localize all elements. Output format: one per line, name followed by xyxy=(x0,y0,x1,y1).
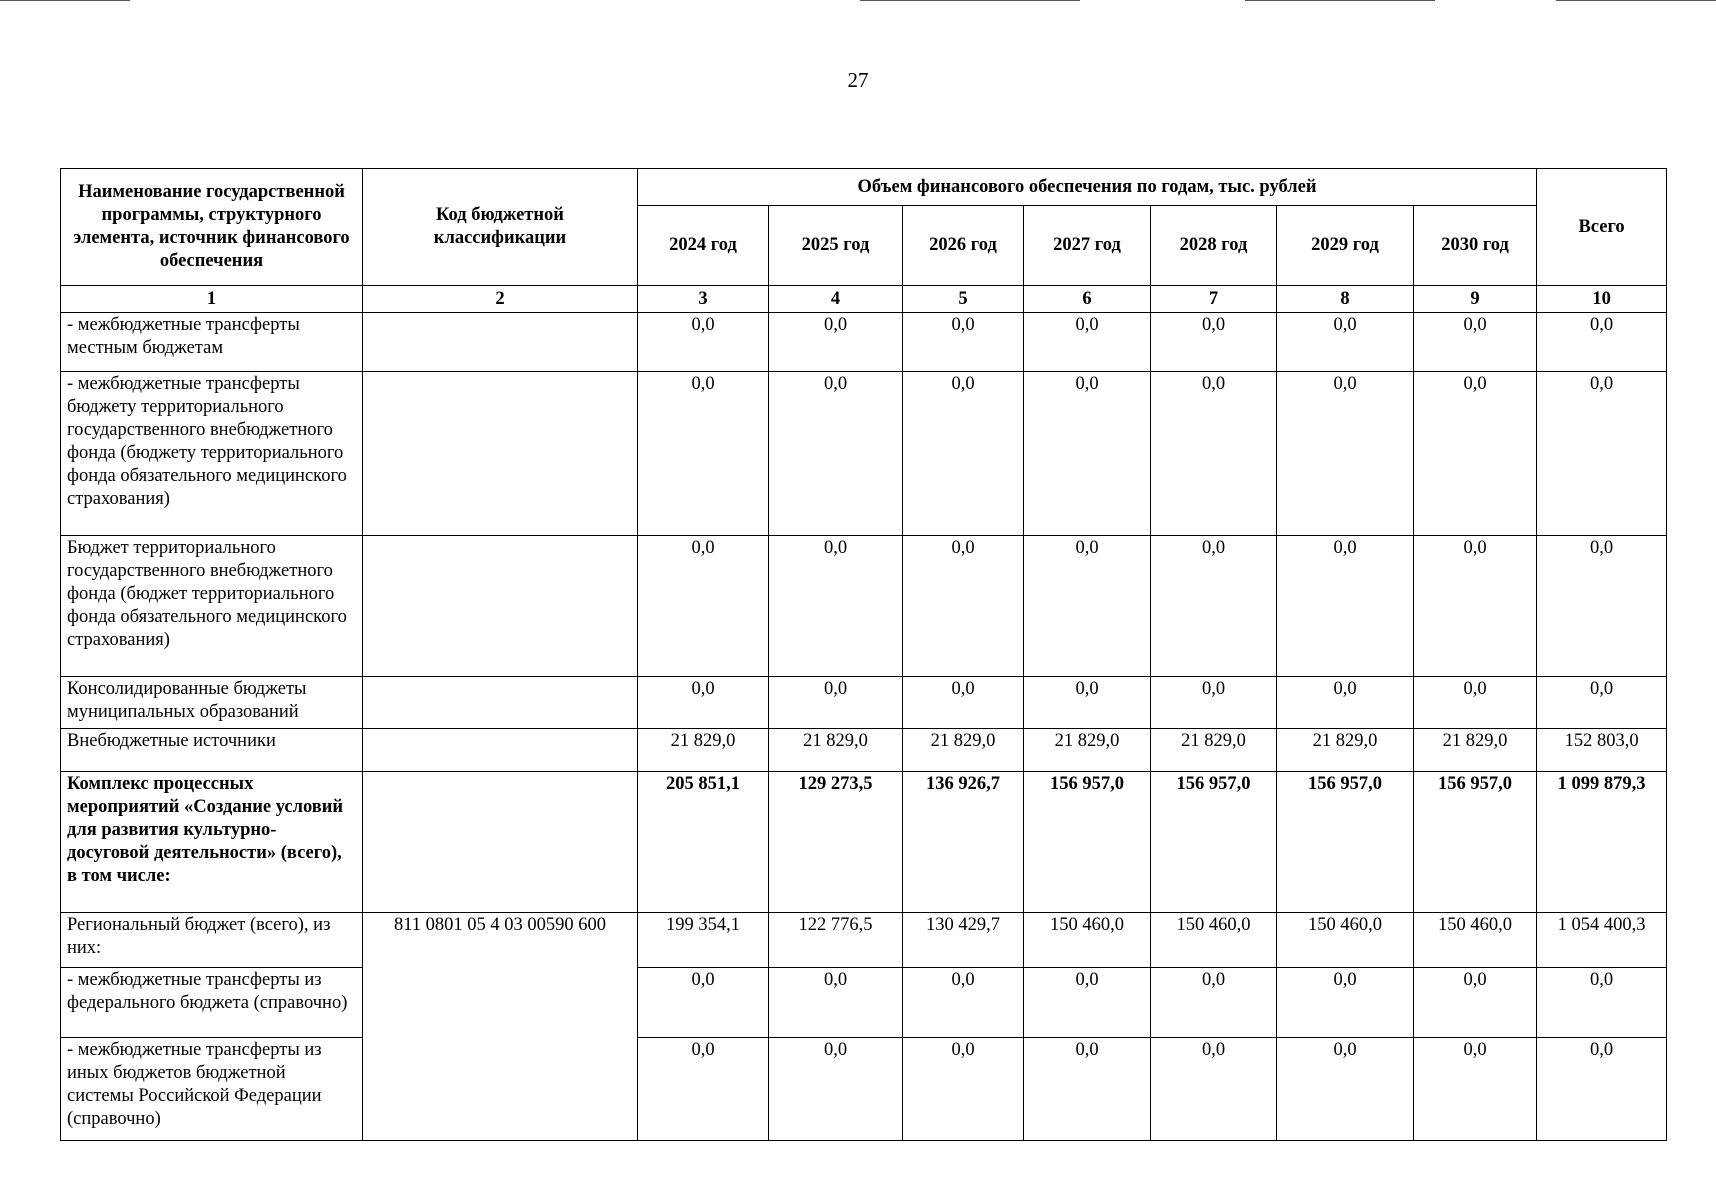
row-total: 1 099 879,3 xyxy=(1537,772,1667,913)
row-value: 0,0 xyxy=(638,313,769,372)
header-row-top xyxy=(61,169,1667,206)
row-value: 136 926,7 xyxy=(903,772,1024,913)
row-value: 0,0 xyxy=(1151,677,1277,729)
row-value: 0,0 xyxy=(1414,677,1537,729)
row-value: 0,0 xyxy=(903,536,1024,677)
row-code xyxy=(363,677,638,729)
row-value: 0,0 xyxy=(1414,372,1537,536)
row-value: 21 829,0 xyxy=(638,729,769,772)
table-row xyxy=(61,1038,1667,1141)
row-value: 150 460,0 xyxy=(1277,913,1414,968)
row-name: - межбюджетные трансферты бюджету территориального государственного внебюджетного фонда (бюджету территориального фонда обязательного медицинского страхования) xyxy=(61,372,363,536)
row-name: Бюджет территориального государственного внебюджетного фонда (бюджет территориального фонда обязательного медицинского страхования) xyxy=(61,536,363,677)
column-number: 1 xyxy=(61,286,363,313)
row-value: 0,0 xyxy=(903,372,1024,536)
row-total: 0,0 xyxy=(1537,536,1667,677)
row-value: 21 829,0 xyxy=(769,729,903,772)
row-value: 130 429,7 xyxy=(903,913,1024,968)
row-code xyxy=(363,313,638,372)
row-value: 0,0 xyxy=(1277,372,1414,536)
row-value: 0,0 xyxy=(1024,536,1151,677)
row-value: 0,0 xyxy=(1277,536,1414,677)
row-value: 0,0 xyxy=(638,677,769,729)
row-value: 21 829,0 xyxy=(1151,729,1277,772)
financing-table xyxy=(60,168,1667,1141)
row-name: Внебюджетные источники xyxy=(61,729,363,772)
row-value: 0,0 xyxy=(1277,313,1414,372)
row-value: 0,0 xyxy=(638,968,769,1038)
row-value: 0,0 xyxy=(1414,313,1537,372)
scan-edge-line xyxy=(860,0,1080,1)
scan-edge-line xyxy=(0,0,130,1)
row-code xyxy=(363,729,638,772)
row-value: 0,0 xyxy=(1414,968,1537,1038)
row-value: 156 957,0 xyxy=(1277,772,1414,913)
row-value: 150 460,0 xyxy=(1414,913,1537,968)
column-number: 3 xyxy=(638,286,769,313)
row-value: 0,0 xyxy=(638,1038,769,1141)
row-name: - межбюджетные трансферты из федерального бюджета (справочно) xyxy=(61,968,363,1038)
row-name: Консолидированные бюджеты муниципальных образований xyxy=(61,677,363,729)
table-row xyxy=(61,313,1667,372)
header-year: 2026 год xyxy=(903,206,1024,286)
column-number: 5 xyxy=(903,286,1024,313)
column-number: 4 xyxy=(769,286,903,313)
row-value: 0,0 xyxy=(1151,1038,1277,1141)
row-total: 152 803,0 xyxy=(1537,729,1667,772)
row-value: 0,0 xyxy=(769,968,903,1038)
table-row-summary xyxy=(61,772,1667,913)
column-number: 7 xyxy=(1151,286,1277,313)
row-total: 0,0 xyxy=(1537,968,1667,1038)
row-code xyxy=(363,536,638,677)
table-row xyxy=(61,913,1667,968)
row-value: 0,0 xyxy=(1151,313,1277,372)
row-value: 0,0 xyxy=(769,372,903,536)
table-row xyxy=(61,729,1667,772)
row-code xyxy=(363,372,638,536)
row-value: 199 354,1 xyxy=(638,913,769,968)
scan-edge-line xyxy=(1245,0,1435,1)
row-value: 0,0 xyxy=(1024,372,1151,536)
header-total-column: Всего xyxy=(1537,169,1667,286)
row-value: 0,0 xyxy=(1414,536,1537,677)
row-value: 21 829,0 xyxy=(1024,729,1151,772)
row-value: 0,0 xyxy=(1277,677,1414,729)
header-volume-group: Объем финансового обеспечения по годам, тыс. рублей xyxy=(638,169,1537,206)
header-year: 2024 год xyxy=(638,206,769,286)
row-value: 0,0 xyxy=(769,677,903,729)
header-year: 2029 год xyxy=(1277,206,1414,286)
row-name: Комплекс процессных мероприятий «Создание условий для развития культурно-досуговой деятельности» (всего), в том числе: xyxy=(61,772,363,913)
row-total: 0,0 xyxy=(1537,677,1667,729)
row-code: 811 0801 05 4 03 00590 600 xyxy=(363,913,638,1141)
row-value: 0,0 xyxy=(1024,1038,1151,1141)
row-value: 0,0 xyxy=(769,536,903,677)
row-value: 0,0 xyxy=(769,313,903,372)
row-total: 1 054 400,3 xyxy=(1537,913,1667,968)
row-name: - межбюджетные трансферты из иных бюджетов бюджетной системы Российской Федерации (справочно) xyxy=(61,1038,363,1141)
column-number: 2 xyxy=(363,286,638,313)
table-row xyxy=(61,677,1667,729)
row-value: 0,0 xyxy=(1151,968,1277,1038)
row-value: 122 776,5 xyxy=(769,913,903,968)
header-year: 2030 год xyxy=(1414,206,1537,286)
row-total: 0,0 xyxy=(1537,372,1667,536)
row-value: 0,0 xyxy=(1151,372,1277,536)
header-year: 2028 год xyxy=(1151,206,1277,286)
row-value: 156 957,0 xyxy=(1414,772,1537,913)
row-value: 0,0 xyxy=(1151,536,1277,677)
row-total: 0,0 xyxy=(1537,1038,1667,1141)
column-number: 6 xyxy=(1024,286,1151,313)
row-value: 150 460,0 xyxy=(1151,913,1277,968)
row-code xyxy=(363,772,638,913)
row-name: Региональный бюджет (всего), из них: xyxy=(61,913,363,968)
row-value: 129 273,5 xyxy=(769,772,903,913)
header-year: 2025 год xyxy=(769,206,903,286)
row-value: 21 829,0 xyxy=(903,729,1024,772)
header-year: 2027 год xyxy=(1024,206,1151,286)
row-value: 0,0 xyxy=(1024,313,1151,372)
row-value: 0,0 xyxy=(1277,1038,1414,1141)
row-value: 0,0 xyxy=(638,536,769,677)
row-value: 0,0 xyxy=(1277,968,1414,1038)
row-value: 21 829,0 xyxy=(1277,729,1414,772)
header-code-column: Код бюджетной классификации xyxy=(363,169,638,286)
row-value: 156 957,0 xyxy=(1151,772,1277,913)
row-name: - межбюджетные трансферты местным бюджетам xyxy=(61,313,363,372)
column-number: 10 xyxy=(1537,286,1667,313)
row-value: 205 851,1 xyxy=(638,772,769,913)
row-total: 0,0 xyxy=(1537,313,1667,372)
table-row xyxy=(61,968,1667,1038)
column-number: 9 xyxy=(1414,286,1537,313)
row-value: 150 460,0 xyxy=(1024,913,1151,968)
table-row xyxy=(61,372,1667,536)
header-name-column: Наименование государственной программы, структурного элемента, источник финансового обеспечения xyxy=(61,169,363,286)
row-value: 0,0 xyxy=(1024,677,1151,729)
table-row xyxy=(61,536,1667,677)
row-value: 0,0 xyxy=(638,372,769,536)
row-value: 0,0 xyxy=(1024,968,1151,1038)
row-value: 0,0 xyxy=(769,1038,903,1141)
column-number: 8 xyxy=(1277,286,1414,313)
scan-edge-line xyxy=(1556,0,1716,1)
page-number: 27 xyxy=(847,68,869,92)
row-value: 21 829,0 xyxy=(1414,729,1537,772)
row-value: 0,0 xyxy=(1414,1038,1537,1141)
column-number-row xyxy=(61,286,1667,313)
row-value: 0,0 xyxy=(903,968,1024,1038)
row-value: 0,0 xyxy=(903,677,1024,729)
row-value: 156 957,0 xyxy=(1024,772,1151,913)
row-value: 0,0 xyxy=(903,313,1024,372)
row-value: 0,0 xyxy=(903,1038,1024,1141)
